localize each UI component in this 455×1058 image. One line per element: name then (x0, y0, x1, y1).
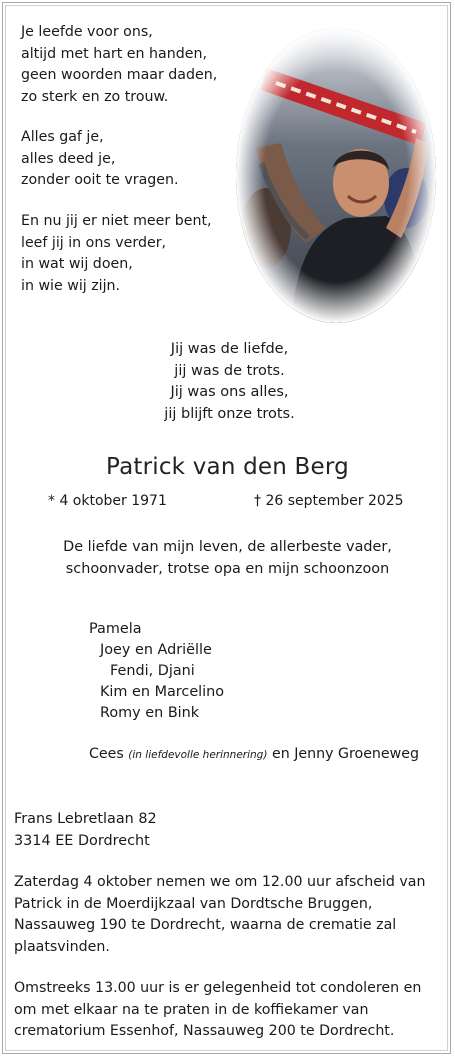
condolence-paragraph: Omstreeks 13.00 uur is er gelegenheid tot condoleren en om met elkaar na te praten in de koffiekamer van crematorium Essenhof, Nassauweg 200 te Dordrecht. (14, 980, 422, 1040)
in-law-first: Cees (89, 746, 124, 762)
poem-line: geen woorden maar daden, (21, 67, 218, 84)
in-law-rest: en Jenny Groeneweg (271, 746, 419, 762)
poem-stanza-2 (21, 127, 179, 192)
family-member: Fendi, Djani (110, 663, 195, 679)
in-law-line (89, 746, 419, 762)
family-member: Kim en Marcelino (100, 684, 225, 700)
address (14, 808, 157, 852)
poem-line: in wat wij doen, (21, 256, 133, 273)
family-member: Pamela (89, 621, 142, 637)
tribute-line: schoonvader, trotse opa en mijn schoonzoon (65, 561, 390, 577)
death-date: † 26 september 2025 (254, 493, 404, 509)
farewell-paragraph: Zaterdag 4 oktober nemen we om 12.00 uur afscheid van Patrick in de Moerdijkzaal van Dordtsche Bruggen, Nassauweg 190 te Dordrecht, waarna de crematie zal plaatsvinden. (14, 874, 426, 955)
poem-line: leef jij in ons verder, (21, 234, 167, 251)
tribute-line: De liefde van mijn leven, de allerbeste vader, (63, 539, 392, 555)
verse-line: Jij was ons alles, (170, 384, 289, 400)
poem-stanza-1 (21, 22, 217, 108)
poem-line: altijd met hart en handen, (21, 45, 207, 62)
address-line: 3314 EE Dordrecht (14, 833, 150, 849)
tribute-text (0, 536, 455, 580)
poem-line: zo sterk en zo trouw. (21, 88, 169, 105)
portrait-illustration (236, 28, 436, 323)
poem-line: Alles gaf je, (21, 129, 104, 145)
poem-line: Je leefde voor ons, (21, 24, 153, 40)
portrait-photo (236, 28, 436, 323)
verse-line: Jij was de liefde, (170, 341, 289, 357)
deceased-name: Patrick van den Berg (106, 454, 349, 480)
birth-date: * 4 oktober 1971 (48, 493, 167, 509)
verse-line: jij blijft onze trots. (164, 405, 295, 422)
family-member: Romy en Bink (100, 705, 200, 721)
poem-stanza-3 (21, 211, 212, 297)
poem-line: En nu jij er niet meer bent, (21, 213, 212, 229)
verse (0, 339, 455, 425)
poem-line: alles deed je, (21, 150, 116, 167)
in-memory-note: (in liefdevolle herinnering) (128, 749, 268, 761)
verse-line: jij was de trots. (174, 362, 285, 379)
family-member: Joey en Adriëlle (100, 642, 212, 658)
address-line: Frans Lebretlaan 82 (14, 811, 157, 827)
poem-line: in wie wij zijn. (21, 277, 121, 294)
poem-line: zonder ooit te vragen. (21, 172, 179, 189)
